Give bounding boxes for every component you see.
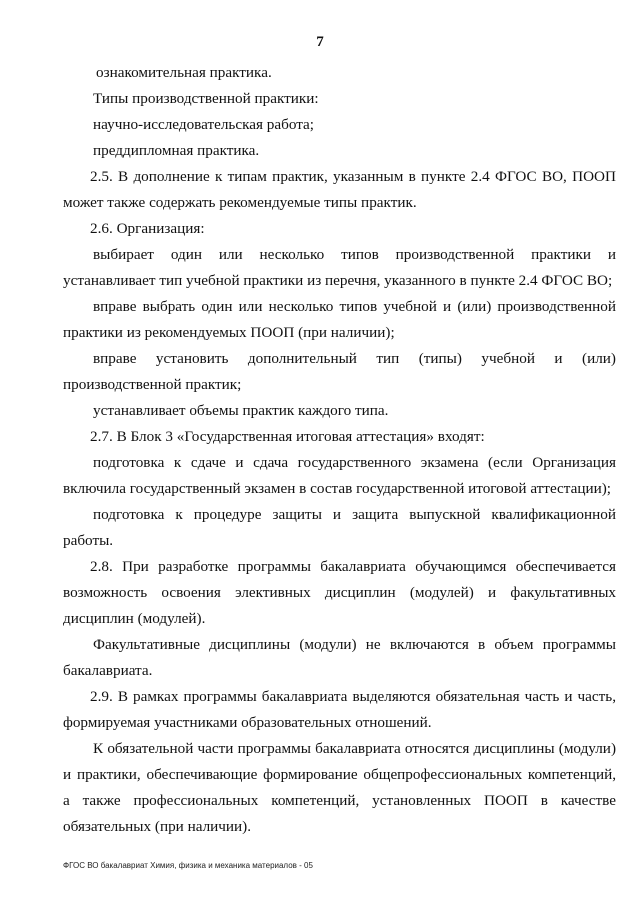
page-number: 7 (316, 34, 324, 50)
paragraph-2-9: 2.9. В рамках программы бакалавриата выделяются обязательная часть и часть, формируемая участниками образовательных отношений. (63, 688, 616, 731)
paragraph-mandatory-part: К обязательной части программы бакалавриата относятся дисциплины (модули) и практики, обеспечивающие формирование общепрофессиональных компетенций, а также профессиональных компетенций, установленных ПООП в качестве обязательных (при наличии). (63, 740, 616, 835)
paragraph-pre-diploma-practice: преддипломная практика. (93, 142, 260, 159)
document-body (63, 60, 616, 840)
paragraph-2-7: 2.7. В Блок 3 «Государственная итоговая аттестация» входят: (90, 428, 485, 445)
paragraph-may-choose: вправе выбрать один или несколько типов учебной и (или) производственной практики из рекомендуемых ПООП (при наличии); (63, 298, 616, 341)
paragraph-thesis-defense: подготовка к процедуре защиты и защита выпускной квалификационной работы. (63, 506, 616, 549)
paragraph-state-exam: подготовка к сдаче и сдача государственного экзамена (если Организация включила государственный экзамен в состав государственной итоговой аттестации); (63, 454, 616, 497)
paragraph-familiarization-practice: ознакомительная практика. (96, 64, 272, 81)
paragraph-optional-disciplines: Факультативные дисциплины (модули) не включаются в объем программы бакалавриата. (63, 636, 616, 679)
paragraph-selects-types: выбирает один или несколько типов производственной практики и устанавливает тип учебной практики из перечня, указанного в пункте 2.4 ФГОС ВО; (63, 246, 616, 289)
paragraph-production-practice-types: Типы производственной практики: (93, 90, 319, 107)
paragraph-research-work: научно-исследовательская работа; (93, 116, 315, 133)
page-footer: ФГОС ВО бакалавриат Химия, физика и механика материалов - 05 (63, 861, 313, 870)
paragraph-2-6: 2.6. Организация: (90, 220, 205, 237)
paragraph-may-establish: вправе установить дополнительный тип (типы) учебной и (или) производственной практик; (63, 350, 616, 393)
paragraph-sets-volumes: устанавливает объемы практик каждого типа. (93, 402, 389, 419)
paragraph-2-8: 2.8. При разработке программы бакалавриата обучающимся обеспечивается возможность освоения элективных дисциплин (модулей) и факультативных дисциплин (модулей). (63, 558, 616, 627)
paragraph-2-5: 2.5. В дополнение к типам практик, указанным в пункте 2.4 ФГОС ВО, ПООП может также содержать рекомендуемые типы практик. (63, 168, 616, 211)
